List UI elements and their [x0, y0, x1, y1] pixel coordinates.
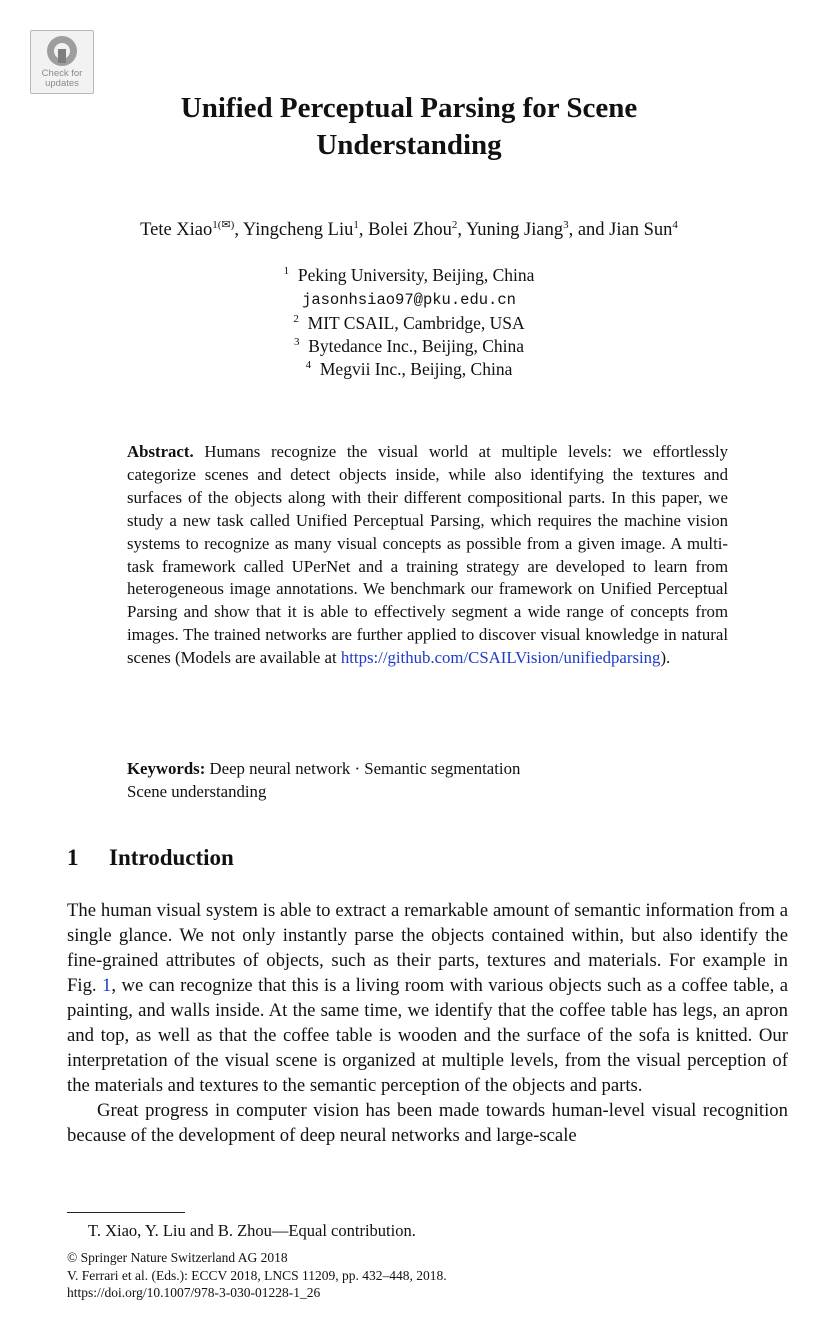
abstract: Abstract. Humans recognize the visual world at multiple levels: we effortlessly categorize scenes and detect objects inside, while also identifying the textures and surfaces of the objects along with their different compositional parts. In this paper, we study a new task called Unified Perceptual Parsing, which requires the machine vision systems to recognize as many visual concepts as possible from a given image. A multi-task framework called UPerNet and a training strategy are developed to learn from heterogeneous image annotations. We benchmark our framework on Unified Perceptual Parsing and show that it is able to effectively segment a wide range of concepts from images. The trained networks are further applied to discover visual knowledge in natural scenes (Models are available at https://github.com/CSAILVision/unifiedparsing). [127, 442, 728, 668]
paragraph: The human visual system is able to extract a remarkable amount of semantic information from a single glance. We not only instantly parse the objects contained within, but also identify the fine-grained attributes of objects, such as their parts, textures and materials. For example in Fig. 1, we can recognize that this is a living room with various objects such as a coffee table, a painting, and walls inside. At the same time, we identify that the coffee table has legs, an apron and top, as well as that the coffee table is wooden and the surface of the sofa is knitted. Our interpretation of the visual scene is organized at multiple levels, from the visual perception of the materials and textures to the semantic perception of the objects and parts. [67, 900, 788, 1096]
author-name: Tete Xiao [140, 220, 213, 240]
affiliations [0, 264, 818, 381]
check-for-updates-badge[interactable] [30, 30, 94, 94]
introduction-body [67, 898, 788, 1148]
affiliation: $^4$ Megvii Inc., Beijing, China [305, 359, 513, 379]
bookmark-icon [58, 49, 66, 63]
author-name: Jian Sun [609, 220, 673, 240]
keywords: Keywords: Deep neural network · Semantic segmentation Scene understanding [127, 759, 521, 801]
badge-text: Check for updates [41, 68, 83, 89]
keyword: Scene understanding [127, 782, 267, 801]
author-affil-mark: 4 [672, 218, 678, 231]
doi-link[interactable]: https://doi.org/10.1007/978-3-030-01228-1_26 [67, 1285, 321, 1300]
abstract-label: Abstract. [127, 442, 194, 461]
copyright: © Springer Nature Switzerland AG 2018 [67, 1250, 288, 1265]
abstract-text: Humans recognize the visual world at multiple levels: we effortlessly categorize scenes and detect objects inside, while also identifying the textures and surfaces of the objects along with their different compositional parts. In this paper, we study a new task called Unified Perceptual Parsing, which requires the machine vision systems to recognize as many visual concepts as possible from a given image. A multi-task framework called UPerNet and a training strategy are developed to learn from heterogeneous image annotations. We benchmark our framework on Unified Perceptual Parsing and show that it is able to effectively segment a wide range of concepts from images. The trained networks are further applied to discover visual knowledge in natural scenes (Models are available at [127, 442, 728, 668]
affiliation: $^1$ Peking University, Beijing, China [283, 265, 535, 285]
section-title: Introduction [109, 845, 234, 870]
paper-title: Unified Perceptual Parsing for Scene Understanding [180, 92, 638, 161]
author-affil-mark: 1 [353, 218, 359, 231]
paragraph: Great progress in computer vision has been made towards human-level visual recognition because of the development of deep neural networks and large-scale [67, 1100, 788, 1146]
figure-reference-link[interactable]: 1 [102, 975, 112, 996]
models-link[interactable]: https://github.com/CSAILVision/unifiedparsing [340, 648, 661, 668]
author-affil-mark: 1(✉) [212, 218, 235, 231]
footnote-rule [67, 1212, 185, 1213]
author-email[interactable]: jasonhsiao97@pku.edu.cn [302, 291, 516, 309]
publication-info [67, 1249, 447, 1302]
author-name: Yingcheng Liu [242, 220, 354, 240]
author-affil-mark: 2 [451, 218, 458, 231]
author-list: Tete Xiao$^{1(✉)}$, Yingcheng Liu$^1$, Bolei Zhou$^2$, Yuning Jiang$^3$, and Jian Sun$^4$ [140, 218, 678, 240]
keywords-label: Keywords: [127, 759, 206, 778]
footnote: T. Xiao, Y. Liu and B. Zhou—Equal contribution. [88, 1221, 416, 1240]
author-name: Bolei Zhou [368, 220, 452, 240]
section-number: 1 [67, 845, 79, 870]
affiliation: $^3$ Bytedance Inc., Beijing, China [293, 336, 525, 356]
author-affil-mark: 3 [563, 218, 569, 231]
citation: V. Ferrari et al. (Eds.): ECCV 2018, LNCS 11209, pp. 432–448, 2018. [67, 1267, 447, 1283]
author-name: Yuning Jiang [465, 220, 564, 240]
keyword: Deep neural network [209, 759, 351, 778]
section-heading [67, 845, 234, 871]
keyword: Semantic segmentation [364, 759, 521, 778]
affiliation: $^2$ MIT CSAIL, Cambridge, USA [293, 313, 525, 333]
